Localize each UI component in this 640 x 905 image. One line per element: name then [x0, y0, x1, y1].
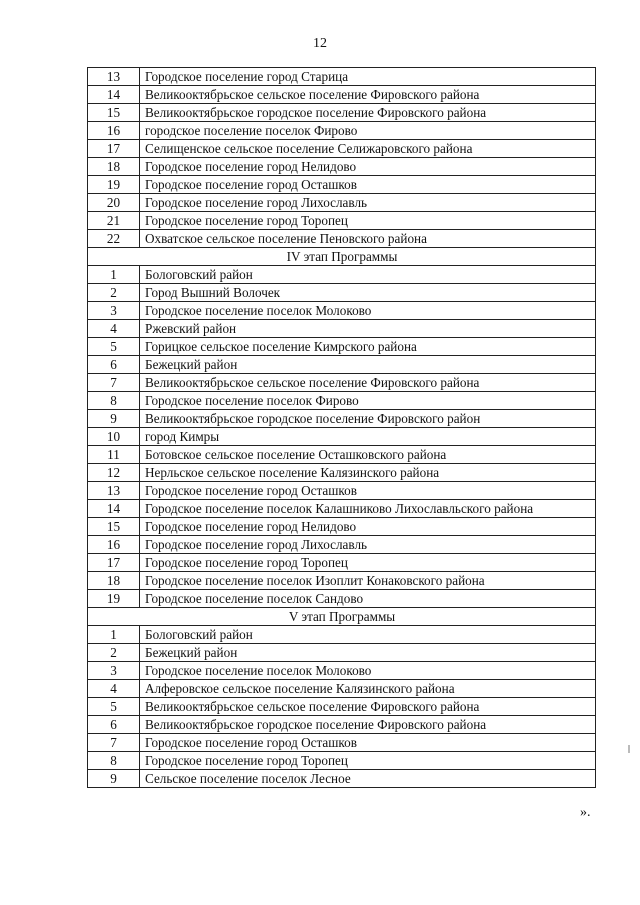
row-number: 12: [88, 464, 140, 482]
row-number: 16: [88, 536, 140, 554]
row-number: 20: [88, 194, 140, 212]
settlement-name: Нерльское сельское поселение Калязинского района: [140, 464, 596, 482]
settlement-name: Великооктябрьское городское поселение Фировского района: [140, 104, 596, 122]
table-row: [88, 356, 596, 374]
table-row: [88, 284, 596, 302]
settlement-name: Великооктябрьское городское поселение Фировского район: [140, 410, 596, 428]
settlement-name: Сельское поселение поселок Лесное: [140, 770, 596, 788]
row-number: 21: [88, 212, 140, 230]
settlement-name: Городское поселение город Осташков: [140, 176, 596, 194]
settlement-name: Городское поселение город Нелидово: [140, 518, 596, 536]
table-row: [88, 158, 596, 176]
closing-quote-mark: ».: [580, 805, 591, 820]
table-row: [88, 482, 596, 500]
settlement-name: Охватское сельское поселение Пеновского района: [140, 230, 596, 248]
table-row: [88, 518, 596, 536]
row-number: 5: [88, 698, 140, 716]
row-number: 1: [88, 626, 140, 644]
table-row: [88, 266, 596, 284]
settlement-name: Городское поселение город Торопец: [140, 752, 596, 770]
row-number: 19: [88, 590, 140, 608]
row-number: 13: [88, 68, 140, 86]
stage-heading: V этап Программы: [88, 608, 596, 626]
table-row: [88, 140, 596, 158]
row-number: 6: [88, 716, 140, 734]
settlement-name: Бологовский район: [140, 266, 596, 284]
table-row: [88, 212, 596, 230]
row-number: 2: [88, 644, 140, 662]
row-number: 3: [88, 662, 140, 680]
table-row: [88, 302, 596, 320]
table-row: [88, 86, 596, 104]
settlement-name: Городское поселение город Торопец: [140, 212, 596, 230]
table-row: [88, 410, 596, 428]
table-row: [88, 104, 596, 122]
table-row: [88, 392, 596, 410]
table-row: [88, 536, 596, 554]
row-number: 9: [88, 770, 140, 788]
table-row: [88, 554, 596, 572]
row-number: 15: [88, 104, 140, 122]
table-row: [88, 500, 596, 518]
settlement-name: Великооктябрьское сельское поселение Фировского района: [140, 374, 596, 392]
table-row: [88, 194, 596, 212]
table-row: [88, 734, 596, 752]
settlement-name: Горицкое сельское поселение Кимрского района: [140, 338, 596, 356]
row-number: 7: [88, 374, 140, 392]
settlement-name: Городское поселение поселок Молоково: [140, 302, 596, 320]
row-number: 14: [88, 86, 140, 104]
settlement-name: Великооктябрьское городское поселение Фировского района: [140, 716, 596, 734]
table-row: [88, 680, 596, 698]
table-row: [88, 428, 596, 446]
settlement-name: Великооктябрьское сельское поселение Фировского района: [140, 86, 596, 104]
table-row: [88, 320, 596, 338]
settlement-name: Алферовское сельское поселение Калязинского района: [140, 680, 596, 698]
row-number: 18: [88, 572, 140, 590]
table-row: [88, 68, 596, 86]
row-number: 11: [88, 446, 140, 464]
stage-header-row: [88, 608, 596, 626]
program-settlements-table: [87, 67, 596, 788]
row-number: 4: [88, 680, 140, 698]
settlement-name: Городское поселение город Лихославль: [140, 194, 596, 212]
row-number: 6: [88, 356, 140, 374]
row-number: 16: [88, 122, 140, 140]
stage-header-row: [88, 248, 596, 266]
settlement-name: Городское поселение поселок Молоково: [140, 662, 596, 680]
row-number: 8: [88, 752, 140, 770]
page-number: 12: [313, 36, 327, 51]
row-number: 18: [88, 158, 140, 176]
table-row: [88, 374, 596, 392]
settlement-name: Ботовское сельское поселение Осташковского района: [140, 446, 596, 464]
settlement-name: Селищенское сельское поселение Селижаровского района: [140, 140, 596, 158]
settlement-name: Городское поселение поселок Сандово: [140, 590, 596, 608]
settlement-name: Бежецкий район: [140, 644, 596, 662]
row-number: 7: [88, 734, 140, 752]
stage-heading: IV этап Программы: [88, 248, 596, 266]
table-row: [88, 590, 596, 608]
table-row: [88, 626, 596, 644]
row-number: 19: [88, 176, 140, 194]
row-number: 4: [88, 320, 140, 338]
row-number: 15: [88, 518, 140, 536]
row-number: 17: [88, 554, 140, 572]
table-row: [88, 662, 596, 680]
settlement-name: Бежецкий район: [140, 356, 596, 374]
table-row: [88, 230, 596, 248]
settlement-name: Бологовский район: [140, 626, 596, 644]
row-number: 10: [88, 428, 140, 446]
settlement-name: Городское поселение город Торопец: [140, 554, 596, 572]
settlement-name: Городское поселение поселок Изоплит Конаковского района: [140, 572, 596, 590]
row-number: 1: [88, 266, 140, 284]
table-row: [88, 464, 596, 482]
scan-edge-mark: [628, 745, 630, 753]
settlement-name: Городское поселение город Осташков: [140, 734, 596, 752]
settlement-name: Ржевский район: [140, 320, 596, 338]
settlement-name: город Кимры: [140, 428, 596, 446]
row-number: 2: [88, 284, 140, 302]
table-row: [88, 644, 596, 662]
row-number: 17: [88, 140, 140, 158]
table-row: [88, 716, 596, 734]
row-number: 3: [88, 302, 140, 320]
settlement-name: городское поселение поселок Фирово: [140, 122, 596, 140]
table-row: [88, 446, 596, 464]
settlement-name: Городское поселение поселок Фирово: [140, 392, 596, 410]
table-row: [88, 338, 596, 356]
table-row: [88, 122, 596, 140]
table-row: [88, 698, 596, 716]
settlement-name: Городское поселение город Нелидово: [140, 158, 596, 176]
settlement-name: Городское поселение город Старица: [140, 68, 596, 86]
settlement-name: Городское поселение поселок Калашниково Лихославльского района: [140, 500, 596, 518]
row-number: 5: [88, 338, 140, 356]
settlement-name: Городское поселение город Лихославль: [140, 536, 596, 554]
row-number: 9: [88, 410, 140, 428]
table-row: [88, 770, 596, 788]
table-body: [88, 68, 596, 788]
row-number: 22: [88, 230, 140, 248]
row-number: 8: [88, 392, 140, 410]
table-row: [88, 176, 596, 194]
settlement-name: Город Вышний Волочек: [140, 284, 596, 302]
row-number: 13: [88, 482, 140, 500]
row-number: 14: [88, 500, 140, 518]
table-row: [88, 752, 596, 770]
settlement-name: Городское поселение город Осташков: [140, 482, 596, 500]
table-row: [88, 572, 596, 590]
settlement-name: Великооктябрьское сельское поселение Фировского района: [140, 698, 596, 716]
